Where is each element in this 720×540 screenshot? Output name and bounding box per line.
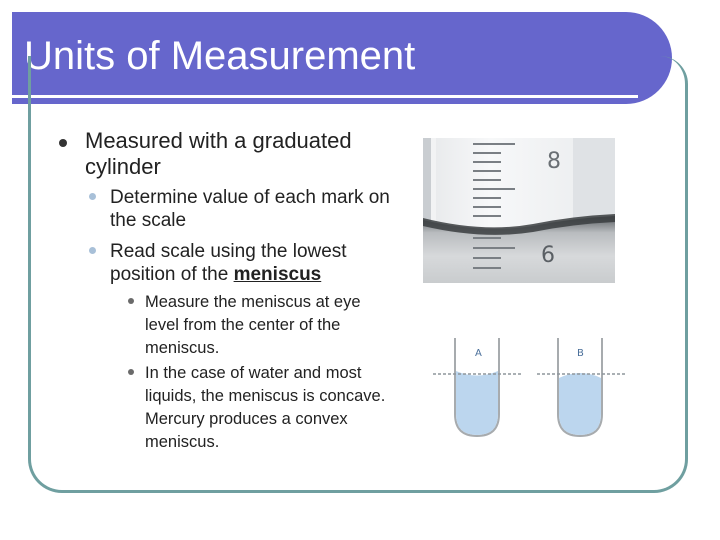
bullet-text: Measured with a graduated cylinder xyxy=(85,128,352,179)
meniscus-diagram xyxy=(430,330,630,440)
bullet-dot-icon xyxy=(128,298,134,304)
bullet-dot-icon xyxy=(128,369,134,375)
bullet-text: In the case of water and most liquids, the meniscus is concave. Mercury produces a convex meniscus. xyxy=(145,364,386,451)
bullet-text: Measure the meniscus at eye level from the center of the meniscus. xyxy=(145,293,361,357)
tube-b-label: B xyxy=(577,348,584,359)
slide-title: Units of Measurement xyxy=(24,34,416,78)
bullet-dot-icon xyxy=(89,247,96,254)
scale-label-6: 6 xyxy=(541,243,555,268)
bullet-text: Determine value of each mark on the scale xyxy=(110,187,390,231)
tube-a-label: A xyxy=(475,348,482,359)
bullet-text-prefix: Read scale using the lowest position of the xyxy=(110,241,347,285)
graduated-cylinder-photo xyxy=(423,138,615,283)
scale-label-8: 8 xyxy=(547,149,561,174)
bullet-dot-icon xyxy=(59,139,67,147)
bullet-text xyxy=(110,240,400,286)
meniscus-term: meniscus xyxy=(233,264,322,285)
bullet-dot-icon xyxy=(89,193,96,200)
